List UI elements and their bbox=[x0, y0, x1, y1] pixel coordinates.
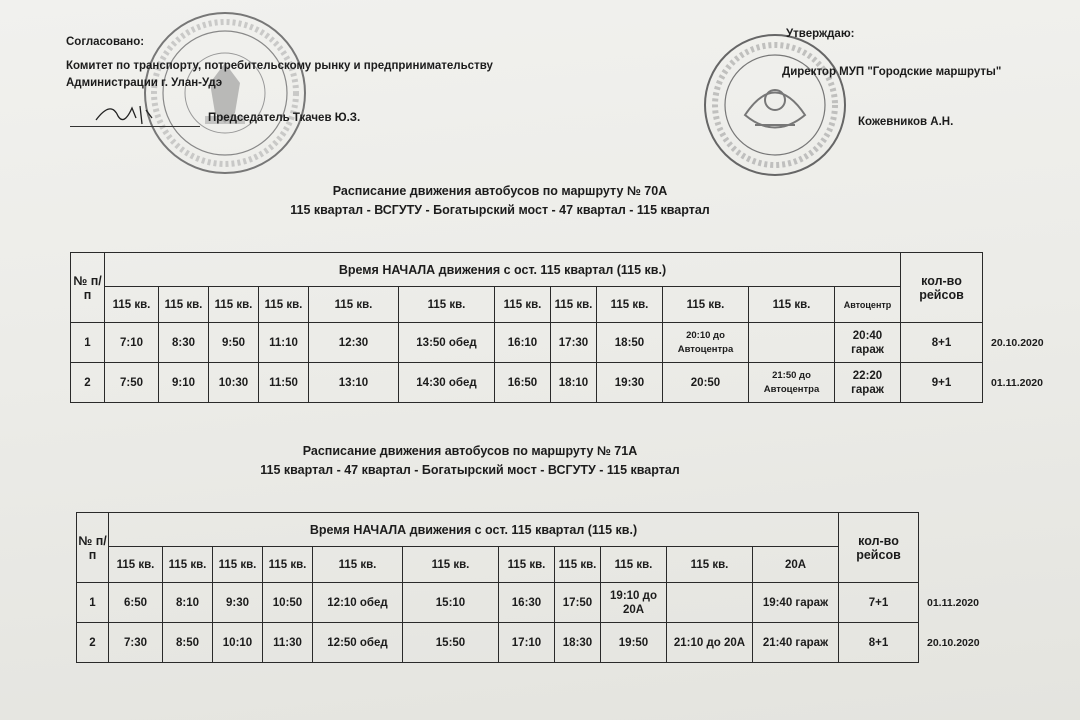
row-no: 2 bbox=[77, 623, 109, 663]
stop-header: 115 кв. bbox=[313, 547, 403, 583]
time-cell: 16:30 bbox=[499, 583, 555, 623]
row-no: 1 bbox=[77, 583, 109, 623]
time-cell: 20:50 bbox=[663, 363, 749, 403]
stop-header: 115 кв. bbox=[749, 287, 835, 323]
table-header-row bbox=[77, 513, 999, 547]
stop-header: 115 кв. bbox=[495, 287, 551, 323]
time-cell: 21:50 до Автоцентра bbox=[749, 363, 835, 403]
time-cell: 20:40 гараж bbox=[835, 323, 901, 363]
confirmation-name: Кожевников А.Н. bbox=[858, 116, 954, 128]
schedule-70a-title bbox=[230, 184, 770, 217]
schedule-71a-table bbox=[76, 512, 999, 663]
time-cell bbox=[667, 583, 753, 623]
row-date: 20.10.2020 bbox=[927, 636, 980, 649]
time-cell: 18:30 bbox=[555, 623, 601, 663]
time-cell: 7:10 bbox=[105, 323, 159, 363]
stop-header: 115 кв. bbox=[109, 547, 163, 583]
time-cell: 7:50 bbox=[105, 363, 159, 403]
time-cell: 20:10 до Автоцентра bbox=[663, 323, 749, 363]
stop-header: 115 кв. bbox=[663, 287, 749, 323]
time-cell: 8:10 bbox=[163, 583, 213, 623]
time-cell: 11:10 bbox=[259, 323, 309, 363]
time-cell: 16:10 bbox=[495, 323, 551, 363]
row-no: 1 bbox=[71, 323, 105, 363]
stop-header: 20А bbox=[753, 547, 839, 583]
time-cell: 16:50 bbox=[495, 363, 551, 403]
trip-count: 8+1 bbox=[901, 323, 983, 363]
time-cell: 15:50 bbox=[403, 623, 499, 663]
table-row bbox=[77, 583, 999, 623]
approval-chairman: Председатель Ткачев Ю.З. bbox=[208, 112, 361, 124]
time-cell: 18:50 bbox=[597, 323, 663, 363]
signature-line bbox=[70, 126, 200, 127]
stop-header: 115 кв. bbox=[309, 287, 399, 323]
time-cell: 9:10 bbox=[159, 363, 209, 403]
stop-header: 115 кв. bbox=[667, 547, 753, 583]
row-date: 20.10.2020 bbox=[991, 336, 1044, 349]
row-date: 01.11.2020 bbox=[927, 596, 979, 609]
table-row bbox=[77, 623, 999, 663]
time-cell: 21:40 гараж bbox=[753, 623, 839, 663]
time-cell: 13:50 обед bbox=[399, 323, 495, 363]
confirmation-position: Директор МУП "Городские маршруты" bbox=[782, 66, 1002, 78]
trip-count: 7+1 bbox=[839, 583, 919, 623]
time-cell: 19:10 до 20А bbox=[601, 583, 667, 623]
time-cell: 8:30 bbox=[159, 323, 209, 363]
stop-header: Автоцентр bbox=[835, 287, 901, 323]
time-cell: 10:50 bbox=[263, 583, 313, 623]
stop-header: 115 кв. bbox=[209, 287, 259, 323]
time-cell: 11:30 bbox=[263, 623, 313, 663]
confirmation-label: Утверждаю: bbox=[786, 28, 855, 40]
time-cell: 15:10 bbox=[403, 583, 499, 623]
time-cell: 9:30 bbox=[213, 583, 263, 623]
stop-header: 115 кв. bbox=[499, 547, 555, 583]
approval-label: Согласовано: bbox=[66, 36, 145, 48]
schedule-71a-title-text: Расписание движения автобусов по маршруту № 71А bbox=[302, 444, 638, 458]
time-cell: 9:50 bbox=[209, 323, 259, 363]
stop-header: 115 кв. bbox=[399, 287, 495, 323]
time-cell: 18:10 bbox=[551, 363, 597, 403]
table-row bbox=[71, 323, 1057, 363]
stop-header: 115 кв. bbox=[601, 547, 667, 583]
col-header-no: № п/п bbox=[77, 513, 109, 583]
official-seal-right bbox=[700, 30, 850, 180]
stop-header: 115 кв. bbox=[551, 287, 597, 323]
time-cell: 13:10 bbox=[309, 363, 399, 403]
time-cell: 11:50 bbox=[259, 363, 309, 403]
time-cell: 10:10 bbox=[213, 623, 263, 663]
time-cell: 14:30 обед bbox=[399, 363, 495, 403]
col-header-main: Время НАЧАЛА движения с ост. 115 квартал (115 кв.) bbox=[105, 253, 901, 287]
time-cell: 7:30 bbox=[109, 623, 163, 663]
schedule-70a-table bbox=[70, 252, 1057, 403]
stop-header: 115 кв. bbox=[403, 547, 499, 583]
time-cell: 17:30 bbox=[551, 323, 597, 363]
time-cell: 8:50 bbox=[163, 623, 213, 663]
time-cell: 10:30 bbox=[209, 363, 259, 403]
schedule-71a-title bbox=[200, 444, 740, 477]
approval-org-line2: Администрации г. Улан-Удэ bbox=[66, 77, 223, 89]
col-header-main: Время НАЧАЛА движения с ост. 115 квартал (115 кв.) bbox=[109, 513, 839, 547]
schedule-71a-route: 115 квартал - 47 квартал - Богатырский мост - ВСГУТУ - 115 квартал bbox=[260, 463, 680, 477]
time-cell: 12:30 bbox=[309, 323, 399, 363]
stop-header: 115 кв. bbox=[259, 287, 309, 323]
stop-header: 115 кв. bbox=[555, 547, 601, 583]
official-seal-left bbox=[140, 8, 310, 178]
time-cell: 6:50 bbox=[109, 583, 163, 623]
time-cell: 22:20 гараж bbox=[835, 363, 901, 403]
row-date: 01.11.2020 bbox=[991, 376, 1043, 389]
time-cell: 17:10 bbox=[499, 623, 555, 663]
schedule-70a-route: 115 квартал - ВСГУТУ - Богатырский мост - 47 квартал - 115 квартал bbox=[290, 203, 710, 217]
col-header-count: кол-во рейсов bbox=[901, 253, 983, 323]
row-no: 2 bbox=[71, 363, 105, 403]
time-cell bbox=[749, 323, 835, 363]
trip-count: 9+1 bbox=[901, 363, 983, 403]
time-cell: 12:50 обед bbox=[313, 623, 403, 663]
time-cell: 19:40 гараж bbox=[753, 583, 839, 623]
time-cell: 17:50 bbox=[555, 583, 601, 623]
col-header-count: кол-во рейсов bbox=[839, 513, 919, 583]
trip-count: 8+1 bbox=[839, 623, 919, 663]
stop-header: 115 кв. bbox=[263, 547, 313, 583]
stop-header: 115 кв. bbox=[213, 547, 263, 583]
table-row bbox=[71, 363, 1057, 403]
table-header-row bbox=[71, 253, 1057, 287]
stop-header: 115 кв. bbox=[159, 287, 209, 323]
schedule-70a-title-text: Расписание движения автобусов по маршруту № 70А bbox=[332, 184, 668, 198]
stop-header: 115 кв. bbox=[163, 547, 213, 583]
time-cell: 12:10 обед bbox=[313, 583, 403, 623]
time-cell: 19:50 bbox=[601, 623, 667, 663]
time-cell: 19:30 bbox=[597, 363, 663, 403]
handwritten-signature bbox=[86, 98, 176, 128]
time-cell: 21:10 до 20А bbox=[667, 623, 753, 663]
approval-org-line1: Комитет по транспорту, потребительскому рынку и предпринимательству bbox=[66, 60, 493, 72]
col-header-no: № п/п bbox=[71, 253, 105, 323]
stop-header: 115 кв. bbox=[105, 287, 159, 323]
stop-header: 115 кв. bbox=[597, 287, 663, 323]
